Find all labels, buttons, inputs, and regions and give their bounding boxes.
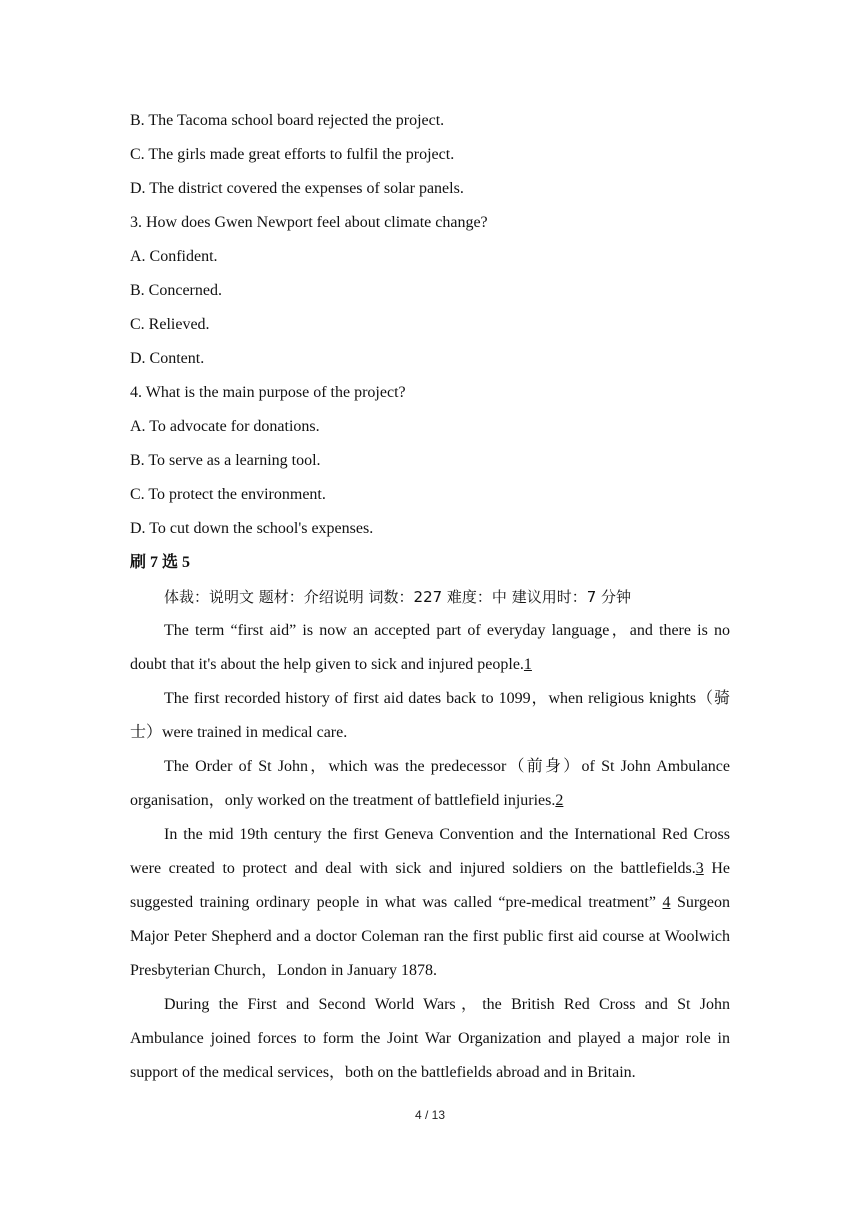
paragraph-text: During the First and Second World Wars，the British Red Cross and St John Ambulance joined forces to form the Joint War Organization and played a major role in support of the medical services，both on the battlefields abroad and in Britain.	[130, 996, 730, 1081]
question-4: 4. What is the main purpose of the project?	[130, 384, 406, 401]
blank-3: 3	[695, 860, 704, 877]
option-q3-c: C. Relieved.	[130, 316, 210, 333]
paragraph-text: In the mid 19th century the first Geneva Convention and the International Red Cross were created to protect and deal with sick and injured soldiers on the battlefields.	[130, 826, 730, 877]
option-q3-d: D. Content.	[130, 350, 205, 367]
passage-paragraph-5	[130, 988, 730, 1090]
blank-1: 1	[523, 656, 532, 673]
passage-paragraph-4	[130, 818, 730, 988]
document-body	[130, 104, 730, 1090]
paragraph-text: He suggested training ordinary people in what was called “pre-medical treatment”	[130, 860, 731, 911]
passage-paragraph-1	[130, 614, 730, 682]
paragraph-text: The Order of St John，which was the predecessor（前身）of St John Ambulance organisation，only worked on the treatment of battlefield injuries.	[130, 758, 730, 809]
page-number: 4 / 13	[414, 1108, 446, 1122]
section-title: 刷 7 选 5	[130, 554, 191, 571]
option-q4-b: B. To serve as a learning tool.	[130, 452, 321, 469]
option-q2-d: D. The district covered the expenses of solar panels.	[130, 180, 464, 197]
paragraph-text: The term “first aid” is now an accepted part of everyday language，and there is no doubt that it's about the help given to sick and injured people.	[130, 622, 730, 673]
option-q2-b: B. The Tacoma school board rejected the project.	[130, 112, 445, 129]
section-meta: 体裁：说明文 题材：介绍说明 词数：227 难度：中 建议用时：7 分钟	[164, 588, 632, 606]
paragraph-text: The first recorded history of first aid dates back to 1099，when religious knights（骑士）were trained in medical care.	[130, 690, 730, 741]
option-q4-d: D. To cut down the school's expenses.	[130, 520, 374, 537]
blank-2: 2	[555, 792, 564, 809]
option-q3-a: A. Confident.	[130, 248, 218, 265]
paragraph-text: Surgeon Major Peter Shepherd and a doctor Coleman ran the first public first aid course at Woolwich Presbyterian Church，London in January 1878.	[130, 894, 731, 979]
passage-paragraph-2	[130, 682, 730, 750]
option-q3-b: B. Concerned.	[130, 282, 222, 299]
option-q2-c: C. The girls made great efforts to fulfil the project.	[130, 146, 455, 163]
passage-paragraph-3	[130, 750, 730, 818]
option-q4-a: A. To advocate for donations.	[130, 418, 320, 435]
question-3: 3. How does Gwen Newport feel about climate change?	[130, 214, 488, 231]
blank-4: 4	[662, 894, 671, 911]
option-q4-c: C. To protect the environment.	[130, 486, 326, 503]
